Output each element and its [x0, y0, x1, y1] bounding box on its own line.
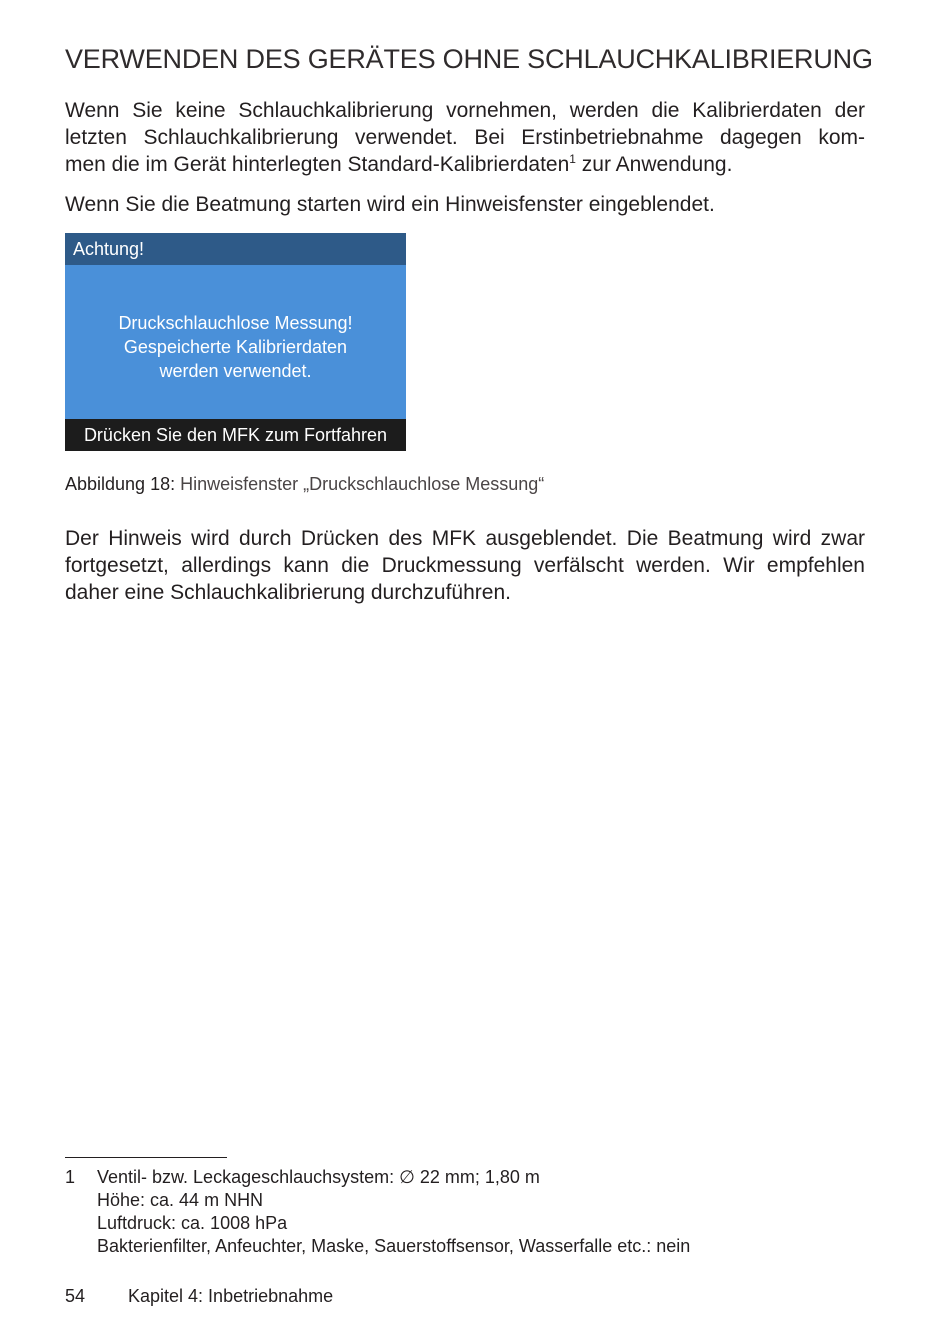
footnote-line-1: Ventil- bzw. Leckageschlauchsystem: ∅ 22 mm; 1,80 m — [97, 1167, 540, 1187]
explanation-line-3: daher eine Schlauchkalibrierung durchzuführen. — [65, 581, 511, 604]
dialog-message-line-3: werden verwendet. — [159, 361, 312, 381]
dialog-message-line-1: Druckschlauchlose Messung! — [118, 313, 353, 333]
chapter-title: Kapitel 4: Inbetriebnahme — [128, 1286, 334, 1306]
footnote-line-4: Bakterienfilter, Anfeuchter, Maske, Sauerstoffsensor, Wasserfalle etc.: nein — [97, 1236, 691, 1256]
footnote-line-3: Luftdruck: ca. 1008 hPa — [97, 1213, 288, 1233]
explanation-line-1: Der Hinweis wird durch Drücken des MFK ausgeblendet. Die Beatmung wird zwar — [65, 527, 865, 550]
dialog-message-line-2: Gespeicherte Kalibrierdaten — [123, 337, 348, 357]
dialog-title: Achtung! — [65, 233, 406, 265]
figure-caption-label: Abbildung 18: — [65, 474, 176, 494]
figure-caption — [65, 474, 544, 495]
intro-line-3-end: zur Anwendung. — [575, 153, 733, 176]
footnote-number: 1 — [65, 1167, 76, 1187]
intro-line-3 — [65, 151, 865, 178]
page-number: 54 — [65, 1286, 86, 1306]
explanation-paragraph — [65, 525, 865, 606]
explanation-line-2: fortgesetzt, allerdings kann die Druckmessung verfälscht werden. Wir empfehlen — [65, 554, 865, 577]
warning-dialog-figure — [65, 233, 406, 451]
footnote-divider — [65, 1157, 227, 1158]
intro-line-1: Wenn Sie keine Schlauchkalibrierung vornehmen, werden die Kalibrierdaten der — [65, 99, 865, 122]
intro-line-2: letzten Schlauchkalibrierung verwendet. Bei Erstinbetriebnahme dagegen kom- — [65, 126, 865, 149]
footnote-reference: 1 — [569, 152, 576, 166]
footnote-text — [97, 1166, 690, 1258]
section-heading: VERWENDEN DES GERÄTES OHNE SCHLAUCHKALIBRIERUNG — [65, 44, 873, 74]
figure-caption-text: Hinweisfenster „Druckschlauchlose Messung“ — [180, 474, 545, 494]
footnote-line-2: Höhe: ca. 44 m NHN — [97, 1190, 264, 1210]
intro-paragraph — [65, 97, 865, 178]
dialog-footer-instruction: Drücken Sie den MFK zum Fortfahren — [65, 419, 406, 451]
intro-line-3-text: men die im Gerät hinterlegten Standard-Kalibrierdaten — [65, 153, 570, 176]
start-ventilation-paragraph: Wenn Sie die Beatmung starten wird ein Hinweisfenster eingeblendet. — [65, 193, 715, 216]
dialog-message — [65, 311, 406, 383]
